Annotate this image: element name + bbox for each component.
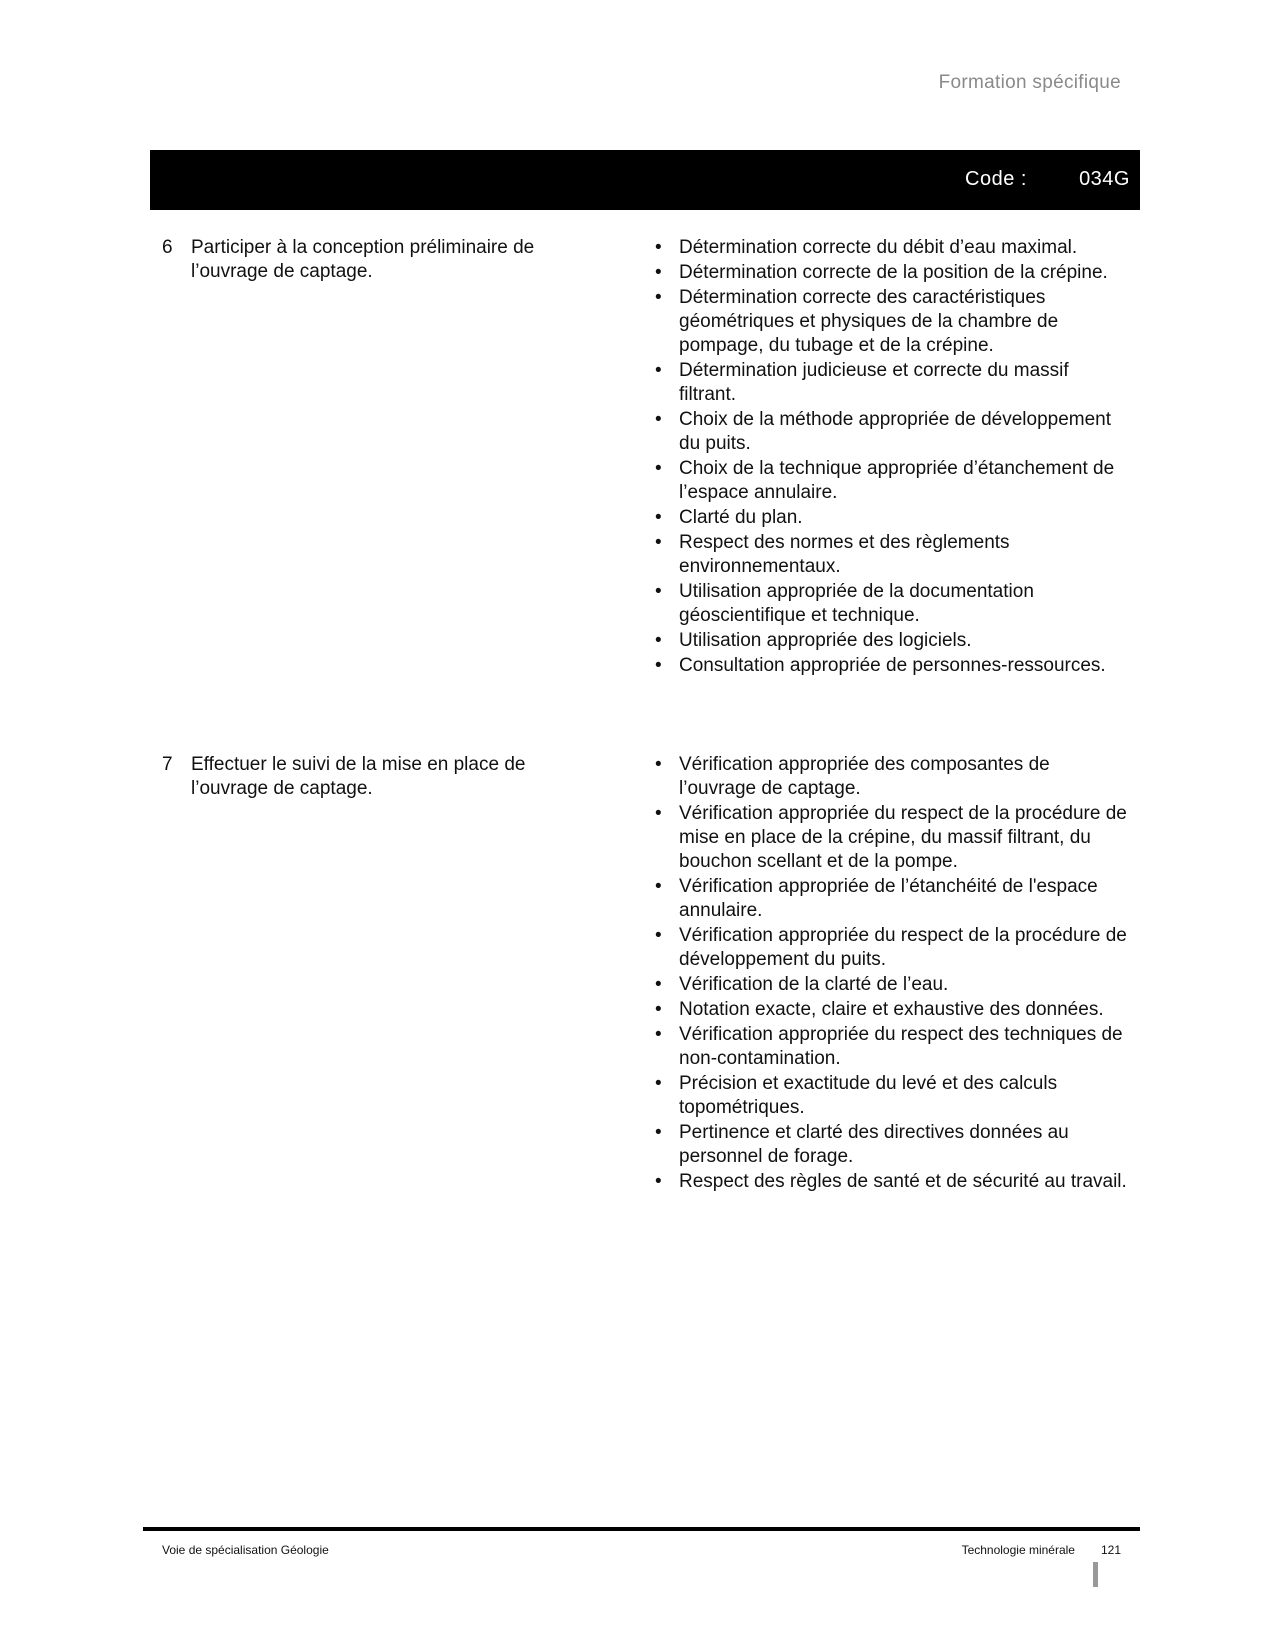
- bullet-icon: •: [655, 262, 662, 283]
- criteria-list: [650, 236, 1130, 679]
- criterion-item: • Respect des normes et des règlements environnementaux.: [655, 532, 1010, 577]
- criterion-item: • Détermination correcte des caractéristiques géométriques et physiques de la chambre de pompage, du tubage et de la crépine.: [655, 287, 1059, 356]
- bullet-icon: •: [655, 507, 662, 528]
- criterion-item: • Vérification de la clarté de l’eau.: [655, 974, 949, 995]
- footer-right: [962, 1543, 1121, 1557]
- criterion-item: • Détermination judicieuse et correcte du massif filtrant.: [655, 360, 1069, 405]
- criterion-item: • Choix de la technique appropriée d’étanchement de l’espace annulaire.: [655, 458, 1115, 503]
- criterion-item: • Notation exacte, claire et exhaustive des données.: [655, 999, 1104, 1020]
- bullet-icon: •: [655, 974, 662, 995]
- criteria-list: [650, 753, 1130, 1195]
- competency-title: Effectuer le suivi de la mise en place de l’ouvrage de captage.: [191, 754, 526, 799]
- criterion-item: • Clarté du plan.: [655, 507, 803, 528]
- bullet-icon: •: [655, 532, 662, 553]
- competency-number: 6: [162, 237, 173, 258]
- criterion-item: • Utilisation appropriée de la documentation géoscientifique et technique.: [655, 581, 1034, 626]
- section-label: Formation spécifique: [938, 72, 1121, 93]
- criterion-item: • Utilisation appropriée des logiciels.: [655, 630, 972, 651]
- criterion-item: • Vérification appropriée de l’étanchéité de l'espace annulaire.: [655, 876, 1098, 921]
- criterion-item: • Pertinence et clarté des directives données au personnel de forage.: [655, 1122, 1069, 1167]
- criterion-item: • Respect des règles de santé et de sécurité au travail.: [655, 1171, 1127, 1192]
- competency-number: 7: [162, 754, 173, 775]
- bullet-icon: •: [655, 754, 662, 775]
- page-tick-mark: [1093, 1562, 1098, 1587]
- bullet-icon: •: [655, 581, 662, 602]
- bullet-icon: •: [655, 655, 662, 676]
- code-label: Code :: [965, 168, 1027, 190]
- competency-title: Participer à la conception préliminaire de l’ouvrage de captage.: [191, 237, 535, 282]
- code-value: 034G: [1079, 168, 1130, 190]
- criterion-item: • Précision et exactitude du levé et des calculs topométriques.: [655, 1073, 1058, 1118]
- criterion-item: • Choix de la méthode appropriée de développement du puits.: [655, 409, 1112, 454]
- footer-rule: [143, 1527, 1140, 1531]
- criterion-item: • Vérification appropriée du respect des techniques de non-contamination.: [655, 1024, 1123, 1069]
- bullet-icon: •: [655, 237, 662, 258]
- bullet-icon: •: [655, 630, 662, 651]
- criterion-item: • Vérification appropriée des composantes de l’ouvrage de captage.: [655, 754, 1050, 799]
- criterion-item: • Détermination correcte du débit d’eau maximal.: [655, 237, 1078, 258]
- bullet-icon: •: [655, 360, 662, 381]
- bullet-icon: •: [655, 287, 662, 308]
- bullet-icon: •: [655, 409, 662, 430]
- criterion-item: • Vérification appropriée du respect de la procédure de mise en place de la crépine, du massif filtrant, du bouchon scellant et de la pompe.: [655, 803, 1127, 872]
- bullet-icon: •: [655, 876, 662, 897]
- footer-program: Voie de spécialisation Géologie: [162, 1543, 329, 1557]
- bullet-icon: •: [655, 1171, 662, 1192]
- bullet-icon: •: [655, 458, 662, 479]
- bullet-icon: •: [655, 925, 662, 946]
- bullet-icon: •: [655, 1073, 662, 1094]
- page-number: 121: [1100, 1543, 1121, 1557]
- bullet-icon: •: [655, 1024, 662, 1045]
- bullet-icon: •: [655, 803, 662, 824]
- criterion-item: • Vérification appropriée du respect de la procédure de développement du puits.: [655, 925, 1127, 970]
- code-bar: [150, 150, 1140, 210]
- criterion-item: • Détermination correcte de la position de la crépine.: [655, 262, 1108, 283]
- bullet-icon: •: [655, 1122, 662, 1143]
- footer-title: Technologie minérale: [961, 1543, 1075, 1557]
- bullet-icon: •: [655, 999, 662, 1020]
- criterion-item: • Consultation appropriée de personnes-ressources.: [655, 655, 1106, 676]
